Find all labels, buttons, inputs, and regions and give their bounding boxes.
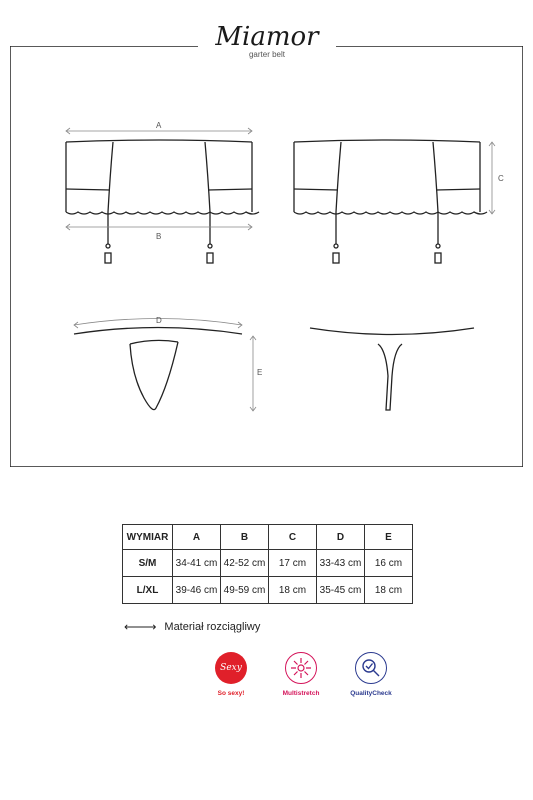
dimension-lines-ab [66,128,252,230]
table-header-row [123,525,413,550]
value-cell: 18 cm [269,577,317,604]
value-cell: 33-43 cm [317,550,365,577]
size-table [122,524,413,604]
sexy-heart-icon: Sexy [215,652,247,684]
size-cell: L/XL [123,577,173,604]
quality-check-icon [355,652,387,684]
dimension-a-label: A [156,121,162,130]
value-cell: 35-45 cm [317,577,365,604]
value-cell: 17 cm [269,550,317,577]
dimension-b-label: B [156,232,162,241]
stretch-legend [124,620,260,634]
header-cell: C [269,525,317,550]
table-row [123,550,413,577]
dimension-c-label: C [498,174,504,183]
belt-front-drawing [66,140,259,263]
badge-label: QualityCheck [350,690,392,697]
brand-logo [200,22,334,59]
header-cell: D [317,525,365,550]
badge-label: Multistretch [282,690,320,697]
dimension-line-c [489,142,495,214]
value-cell: 39-46 cm [173,577,221,604]
badge-quality-check [336,652,406,697]
brand-subtitle: garter belt [248,50,286,59]
header-cell: WYMIAR [123,525,173,550]
header-cell: E [365,525,413,550]
value-cell: 16 cm [365,550,413,577]
header-cell: B [221,525,269,550]
dimension-d-label: D [156,316,162,325]
thong-back-drawing [310,328,474,410]
dimension-e-label: E [257,368,263,377]
belt-back-drawing [294,140,487,263]
drawing-frame [10,46,523,467]
legend-text: Materiał rozciągliwy [164,621,261,633]
brand-name: Miamor [215,22,319,52]
garment-schematic [10,46,523,467]
badge-multistretch [266,652,336,697]
value-cell: 42-52 cm [221,550,269,577]
value-cell: 49-59 cm [221,577,269,604]
double-arrow-stretch-icon: ⟵⟶ [124,620,155,634]
value-cell: 34-41 cm [173,550,221,577]
size-cell: S/M [123,550,173,577]
header-cell: A [173,525,221,550]
table-row [123,577,413,604]
badge-label: So sexy! [217,690,245,697]
value-cell: 18 cm [365,577,413,604]
multistretch-icon [285,652,317,684]
badge-sexy [196,652,266,697]
thong-front-drawing [74,328,242,410]
feature-badges [196,652,406,697]
